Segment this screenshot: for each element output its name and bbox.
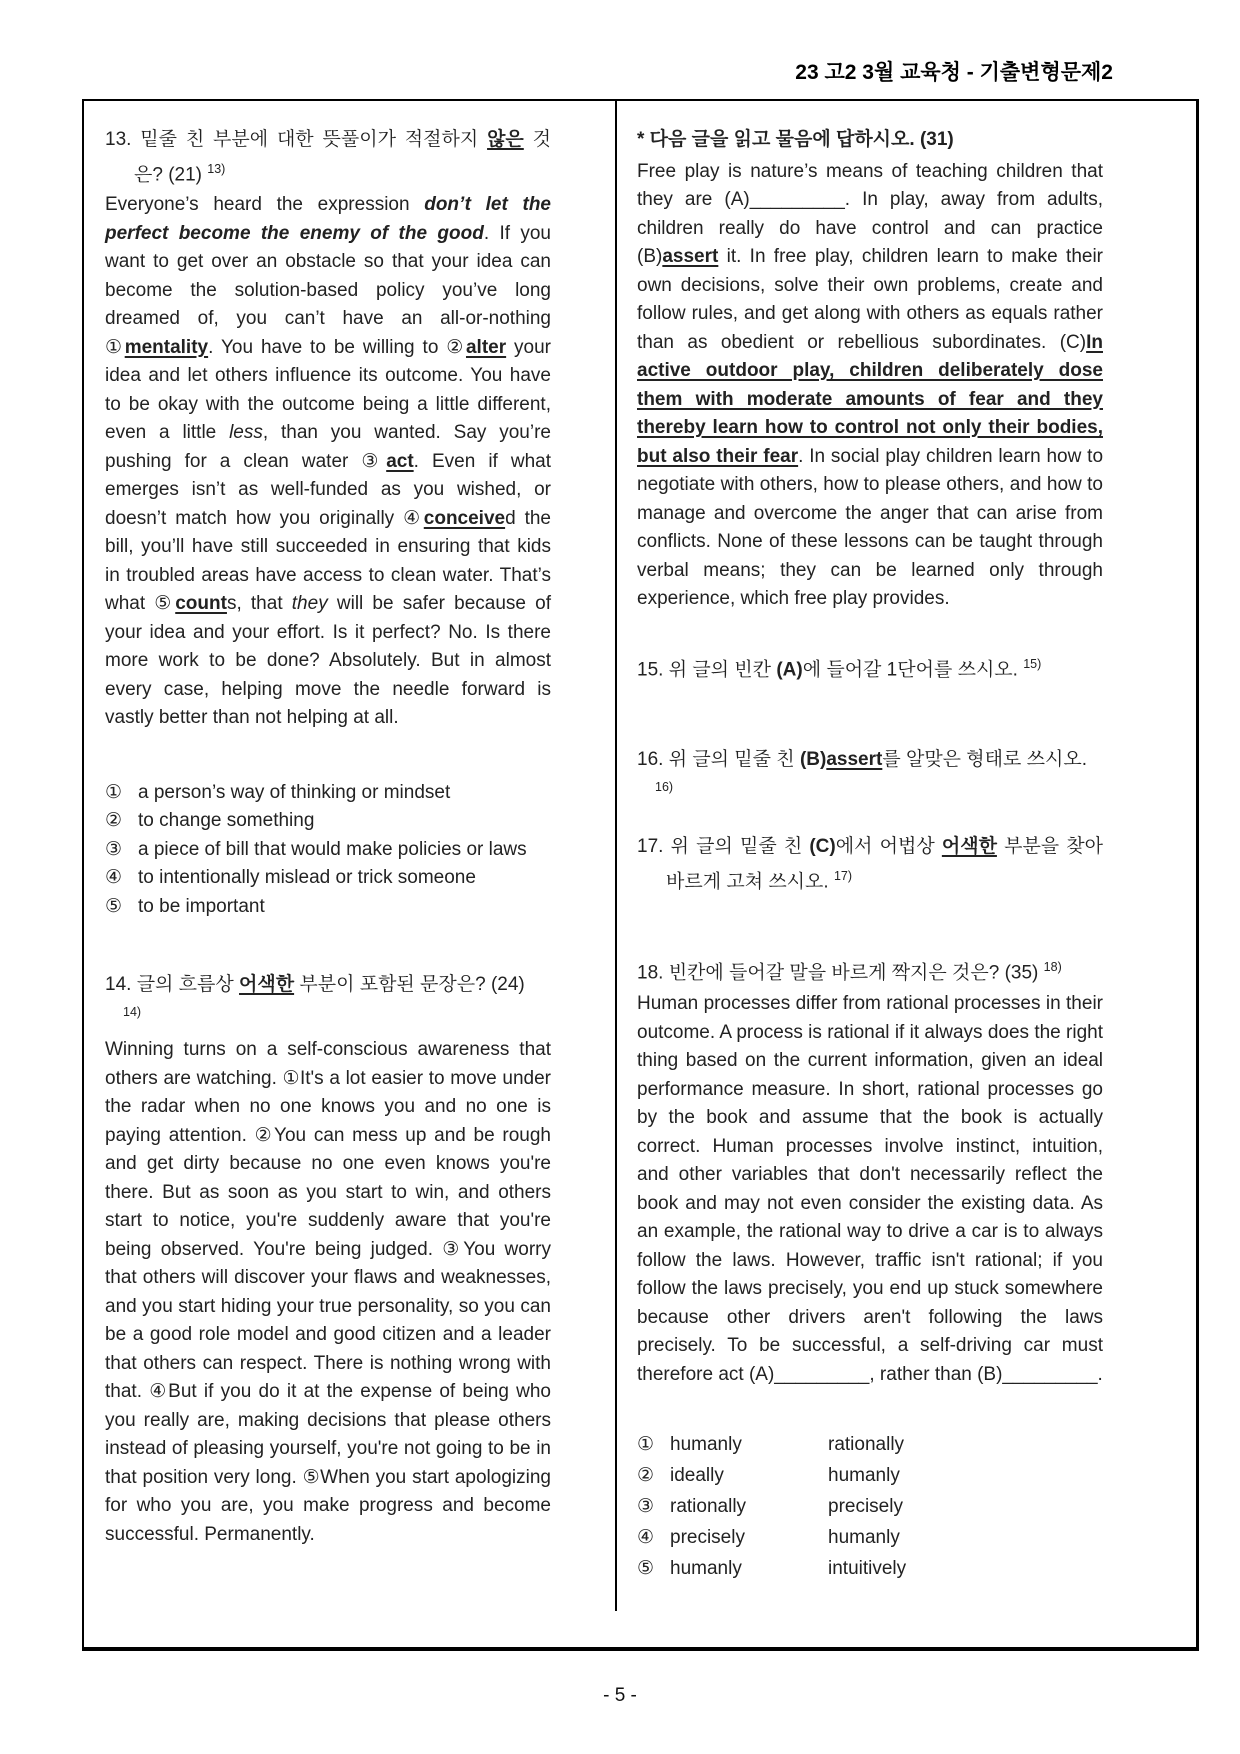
page-footer: [0, 1685, 1240, 1707]
q18-option-1: [637, 1429, 1103, 1460]
question-18: [637, 953, 1103, 1584]
option-choice-b: precisely: [828, 1496, 903, 1518]
option-marker: ①: [637, 1434, 655, 1456]
passage-set-directive: * 다음 글을 읽고 물음에 답하시오. (31): [637, 129, 954, 150]
option-marker: ③: [105, 838, 123, 860]
option-choice-b: humanly: [828, 1527, 900, 1549]
question-16-header: 16. 위 글의 밑줄 친 (B)assert를 알맞은 형태로 쓰시오.: [637, 749, 1087, 771]
question-14-passage: Winning turns on a self-conscious awareness that others are watching. ①It's a lot easier to move under the radar when no one knows you and no one is paying attention. ②You can mess up and be rough and get dirty because no one even knows you're there. But as soon as you start to win, and others start to notice, you're suddenly aware that you're being observed. You're being judged. ③You worry that others will discover your flaws and weaknesses, and you start hiding your true personality, so you can be a good role model and good citizen and a leader that others can respect. There is nothing wrong with that. ④But if you do it at the expense of being who you really are, making decisions that please others instead of pleasing yourself, you're not going to be in that position very long. ⑤When you start apologizing for who you are, you make progress and become successful. Permanently.: [105, 1039, 551, 1545]
option-text: a piece of bill that would make policies or laws: [138, 838, 527, 860]
q18-option-4: [637, 1522, 1103, 1553]
question-14: [105, 971, 551, 1549]
q13-option-1: [105, 779, 551, 808]
option-choice-a: rationally: [670, 1496, 747, 1518]
option-marker: ⑤: [105, 895, 123, 917]
page-title: 23 고2 3월 교육청 - 기출변형문제2: [795, 61, 1113, 84]
left-column: [105, 126, 551, 1549]
page-number: - 5 -: [603, 1685, 637, 1706]
q13-option-4: [105, 864, 551, 893]
q18-option-5: [637, 1553, 1103, 1584]
option-marker: ②: [637, 1465, 655, 1487]
option-marker: ⑤: [637, 1558, 655, 1580]
content-box: [82, 99, 1199, 1651]
option-text: to intentionally mislead or trick someone: [138, 867, 476, 889]
q13-option-3: [105, 836, 551, 865]
option-choice-b: rationally: [828, 1434, 905, 1456]
option-choice-b: humanly: [828, 1465, 900, 1487]
option-marker: ③: [637, 1496, 655, 1518]
option-marker: ④: [105, 867, 123, 889]
question-14-header: 14. 글의 흐름상 어색한 부분이 포함된 문장은? (24): [105, 974, 525, 996]
question-15-header: 15. 위 글의 빈칸 (A)에 들어갈 1단어를 쓰시오. $^{15)}$: [637, 656, 1042, 680]
option-choice-a: humanly: [670, 1558, 742, 1580]
question-18-passage: Human processes differ from rational processes in their outcome. A process is rational if it always does the right thing based on the current information, given an ideal performance measure. In short, rational processes go by the book and assume that the book is actually correct. Human processes involve instinct, intuition, and other variables that don't necessarily reflect the book and may not even consider the existing data. As an example, the rational way to drive a car is to always follow the laws. However, traffic isn't rational; if you follow the laws precisely, you end up stuck somewhere because other drivers aren't following the laws precisely. To be successful, a self-driving car must therefore act (A)_________, rather than (B)_________.: [637, 993, 1103, 1385]
question-14-footnote: [105, 1000, 551, 1030]
option-text: a person’s way of thinking or mindset: [138, 781, 451, 803]
option-text: to change something: [138, 810, 315, 832]
option-marker: ①: [105, 781, 123, 803]
q18-option-3: [637, 1491, 1103, 1522]
shared-passage: Free play is nature’s means of teaching children that they are (A)_________. In play, away from adults, children really do have control and can practice (B)assert it. In free play, children learn to make their own decisions, solve their own problems, create and follow rules, and get along with others as equals rather than as obedient or rebellious subordinates. (C)In active outdoor play, children deliberately dose them with moderate amounts of fear and they thereby learn how to control not only their bodies, but also their fear. In social play children learn how to negotiate with others, how to please others, and how to manage and overcome the anger that can arise from conflicts. None of these lessons can be taught through verbal means; they can be learned only through experience, which free play provides.: [637, 160, 1104, 609]
option-choice-a: ideally: [670, 1465, 724, 1487]
question-13-passage: Everyone’s heard the expression don’t let the perfect become the enemy of the good. If you want to get over an obstacle so that your idea can become the solution-based policy you’ve long dreamed of, you can’t have an all-or-nothing ①mentality. You have to be willing to ②alter your idea and let others influence its outcome. You have to be okay with the outcome being a little different, even a little less, than you wanted. Say you’re pushing for a clean water ③act. Even if what emerges isn’t as well-funded as you wished, or doesn’t match how you originally ④conceived the bill, you’ll have still succeeded in ensuring that kids in troubled areas have access to clean water. That’s what ⑤counts, that they will be safer because of your idea and your effort. Is it perfect? No. Is there more work to be done? Absolutely. But in almost every case, helping move the needle forward is vastly better than not helping at all.: [105, 194, 552, 729]
option-marker: ④: [637, 1527, 655, 1549]
option-choice-b: intuitively: [828, 1558, 907, 1580]
question-17-header: 17. 위 글의 밑줄 친 (C)에서 어법상 어색한 부분을 찾아 바르게 고쳐 쓰시오. $^{17)}$: [637, 836, 1104, 892]
question-16: [637, 746, 1103, 805]
question-18-header: 18. 빈칸에 들어갈 말을 바르게 짝지은 것은? (35) $^{18)}$: [637, 960, 1062, 984]
option-choice-a: precisely: [670, 1527, 745, 1549]
option-marker: ②: [105, 810, 123, 832]
footnote-marker: 14): [123, 1004, 142, 1019]
right-column: [637, 126, 1103, 1584]
q13-option-5: [105, 893, 551, 922]
question-16-footnote: [637, 775, 1103, 805]
column-divider: [615, 101, 617, 1611]
option-text: to be important: [138, 895, 265, 917]
q18-option-2: [637, 1460, 1103, 1491]
question-18-options: [637, 1429, 1103, 1584]
q13-option-2: [105, 807, 551, 836]
question-13-options: [105, 779, 551, 922]
question-13-header: 13. 밑줄 친 부분에 대한 뜻풀이가 적절하지 않은 것은? (21) $^{13)}$: [105, 129, 551, 185]
footnote-marker: 16): [655, 779, 674, 794]
option-choice-a: humanly: [670, 1434, 742, 1456]
